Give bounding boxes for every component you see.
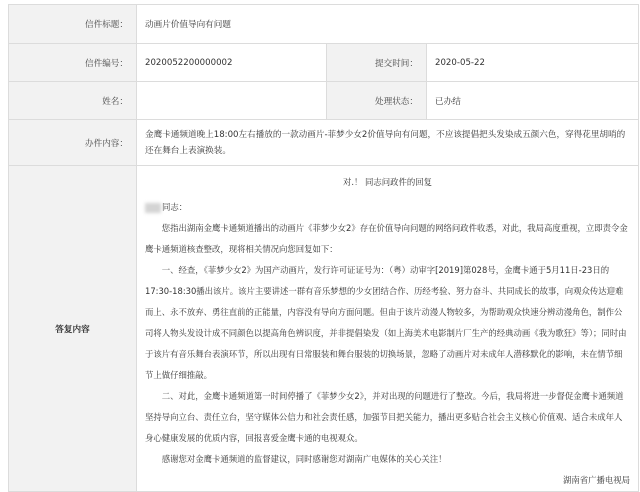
row-number <box>9 44 639 82</box>
redacted-name <box>145 203 161 213</box>
reply-content <box>137 166 639 492</box>
name-value <box>137 82 327 120</box>
reply-heading: 对.！ 同志问政件的回复 <box>342 177 433 187</box>
name-label: 姓名： <box>9 82 137 120</box>
status-value: 已办结 <box>427 82 639 120</box>
number-label: 信件编号： <box>9 44 137 82</box>
content-value: 金鹰卡通频道晚上18:00左右播放的一款动画片-菲梦少女2价值导向有问题，不应该提倡把头发染成五颜六色，穿得花里胡哨的还在舞台上表演换装。 <box>137 120 639 166</box>
title-value: 动画片价值导向有问题 <box>137 5 639 44</box>
reply-salutation: 同志： <box>162 202 188 212</box>
reply-paragraph-1: 您指出湖南金鹰卡通频道播出的动画片《菲梦少女2》存在价值导向问题的网络问政件收悉，对此，我局高度重视，立即责令金鹰卡通频道核查整改，现将相关情况向您回复如下： <box>145 223 628 254</box>
row-title <box>9 5 639 44</box>
reply-paragraph-4: 感谢您对金鹰卡通频道的监督建议，同时感谢您对湖南广电媒体的关心关注！ <box>161 454 447 464</box>
reply-paragraph-2: 一、经查，《菲梦少女2》为国产动画片，发行许可证证号为：（粤）动审字[2019]第028号，金鹰卡通于5月11日-23日的17:30-18:30播出该片。该片主要讲述一群有音乐梦想的少女团结合作、历经考验、努力奋斗、共同成长的故事，向观众传达迎难而上、永不放弃、勇往直前的正能量，内容没有导向方面问题。但由于该片动漫人物较多，为帮助观众快速分辨动漫角色，制作公司将人物头发设计成不同颜色以提高角色辨识度，并非提倡染发（如上海美术电影制片厂生产的经典动画《我为歌狂》等）；同时由于该片有音乐舞台表演环节，所以出现有日常服装和舞台服装的切换场景，忽略了动画片对未成年人潜移默化的影响，未在情节细节上做仔细推敲。 <box>145 265 627 380</box>
row-name <box>9 82 639 120</box>
letter-detail-table <box>8 4 639 492</box>
reply-paragraph-3: 二、对此，金鹰卡通频道第一时间停播了《菲梦少女2》，并对出现的问题进行了整改。今后，我局将进一步督促金鹰卡通频道坚持导向立台、责任立台，坚守媒体公信力和社会责任感，加强节目把关能力，播出更多贴合社会主义核心价值观、适合未成年人身心健康发展的优质内容，回报喜爱金鹰卡通的电视观众。 <box>145 391 624 443</box>
status-label: 处理状态： <box>327 82 427 120</box>
content-label: 办件内容： <box>9 120 137 166</box>
number-value: 2020052200000002 <box>137 44 327 82</box>
row-reply <box>9 166 639 492</box>
submit-time-label: 提交时间： <box>327 44 427 82</box>
reply-salutation-line <box>145 197 630 218</box>
reply-label: 答复内容 <box>9 166 137 492</box>
title-label: 信件标题： <box>9 5 137 44</box>
submit-time-value: 2020-05-22 <box>427 44 639 82</box>
row-content <box>9 120 639 166</box>
reply-signature: 湖南省广播电视局 <box>563 475 631 485</box>
